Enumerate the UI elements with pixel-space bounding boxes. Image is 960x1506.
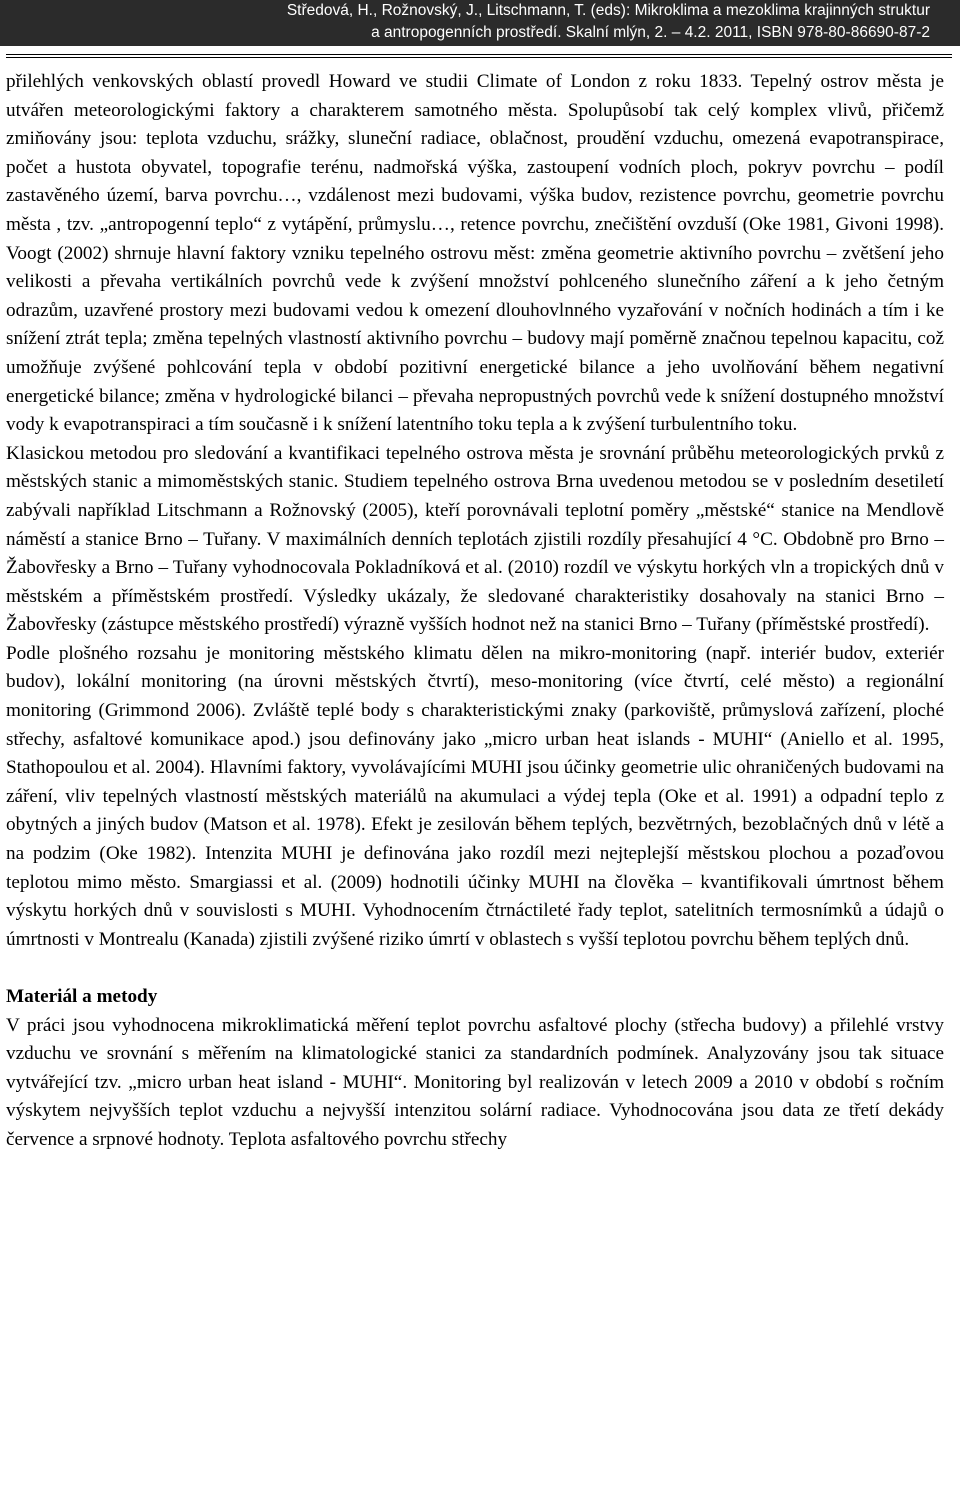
paragraph-4: V práci jsou vyhodnocena mikroklimatická měření teplot povrchu asfaltové plochy (střecha budovy) a přilehlé vrstvy vzduchu ve srovnání s měřením na klimatologické stanici za standardních podmínek. Analyzovány jsou tak situace vytvářející tzv. „micro urban heat island - MUHI“. Monitoring byl realizován v letech 2009 a 2010 v období s ročním výskytem nejvyšších teplot vzduchu a nejvyšší intenzitou solární radiace. Vyhodnocována jsou data ze třetí dekády července a srpnové hodnoty. Teplota asfaltového povrchu střechy xyxy=(6,1014,944,1150)
header-line-1: Středová, H., Rožnovský, J., Litschmann, T. (eds): Mikroklima a mezoklima krajinných struktur xyxy=(286,2,930,19)
page-body xyxy=(6,68,944,1155)
header-divider xyxy=(6,54,952,58)
section-title: Materiál a metody xyxy=(6,986,158,1007)
running-header xyxy=(0,0,960,46)
paragraph-2: Klasickou metodou pro sledování a kvantifikaci tepelného ostrova města je srovnání průběhu meteorologických prvků z městských stanic a mimoměstských stanic. Studiem tepelného ostrova Brna uvedenou metodou se v posledním desetiletí zabývali například Litschmann a Rožnovský (2005), kteří porovnávali teplotní poměry „městské“ stanice na Mendlově náměstí a stanice Brno – Tuřany. V maximálních denních teplotách zjistili rozdíly přesahující 4 °C. Obdobně pro Brno – Žabovřesky a Brno – Tuřany vyhodnocovala Pokladníková et al. (2010) rozdíl ve výskytu horkých vln a tropických dnů v městském a příměstském prostředí. Výsledky ukázaly, že sledované charakteristiky dosahovaly na stanici Brno – Žabovřesky (zástupce městského prostředí) výrazně vyšších hodnot než na stanici Brno – Tuřany (příměstské prostředí). xyxy=(6,442,944,636)
header-line-2: a antropogenních prostředí. Skalní mlýn, 2. – 4.2. 2011, ISBN 978-80-86690-87-2 xyxy=(371,24,930,41)
paragraph-1: přilehlých venkovských oblastí provedl Howard ve studii Climate of London z roku 1833. Tepelný ostrov města je utvářen meteorologickými faktory a charakterem samotného města. Spolupůsobí tak celý komplex vlivů, přičemž zmiňovány jsou: teplota vzduchu, srážky, sluneční radiace, oblačnost, proudění vzduchu, omezená evapotranspirace, počet a hustota obyvatel, topografie terénu, nadmořská výška, zastoupení vodních ploch, pokryv povrchu – podíl zastavěného území, barva povrchu…, vzdálenost mezi budovami, výška budov, rezistence povrchu, geometrie povrchu města , tzv. „antropogenní teplo“ z vytápění, průmyslu…, retence povrchu, znečištění ovzduší (Oke 1981, Givoni 1998). Voogt (2002) shrnuje hlavní faktory vzniku tepelného ostrovu měst: změna geometrie aktivního povrchu – zvětšení jeho velikosti a převaha vertikálních povrchů vede k zvýšení množství pohlceného slunečního záření a k jeho četným odrazům, uzavřené prostory mezi budovami vedou k omezení dlouhovlnného vyzařování v nočních hodinách a tím i ke snížení ztrát tepla; změna tepelných vlastností aktivního povrchu – budovy mají poměrně značnou tepelnou kapacitu, což umožňuje zvýšené pohlcování tepla v období pozitivní energetické bilance a jeho uvolňování během negativní energetické bilance; změna v hydrologické bilanci – převaha nepropustných povrchů vede k snížení dostupného množství vody k evapotranspiraci a tím současně i k snížení latentního toku tepla a k zvýšení turbulentního toku. xyxy=(6,71,944,436)
paragraph-3: Podle plošného rozsahu je monitoring městského klimatu dělen na mikro-monitoring (např. interiér budov, exteriér budov), lokální monitoring (na úrovni městských čtvrtí), meso-monitoring (více čtvrtí, celé město) a regionální monitoring (Grimmond 2006). Zvláště teplé body s charakteristickými znaky (parkoviště, průmyslová zařízení, ploché střechy, asfaltové komunikace apod.) jsou definovány jako „micro urban heat islands - MUHI“ (Aniello et al. 1995, Stathopoulou et al. 2004). Hlavními faktory, vyvolávajícími MUHI jsou účinky geometrie ulic ohraničených budovami na záření, vliv tepelných vlastností městských materiálů na akumulaci a výdej tepla (Oke et al. 1991) a odpadní teplo z obytných a jiných budov (Matson et al. 1978). Efekt je zesilován během teplých, bezvětrných, bezoblačných dnů v létě a na podzim (Oke 1982). Intenzita MUHI je definována jako rozdíl mezi nejteplejší městskou plochou a pozaďovou teplotou mimo město. Smargiassi et al. (2009) hodnotili účinky MUHI na člověka – kvantifikovali úmrtnost během výskytu horkých dnů v souvislosti s MUHI. Vyhodnocením čtrnáctileté řady teplot, satelitních termosnímků a údajů o úmrtnosti v Montrealu (Kanada) zjistili zvýšené riziko úmrtí v oblastech s vyšší teplotou povrchu během teplých dnů. xyxy=(6,642,944,950)
